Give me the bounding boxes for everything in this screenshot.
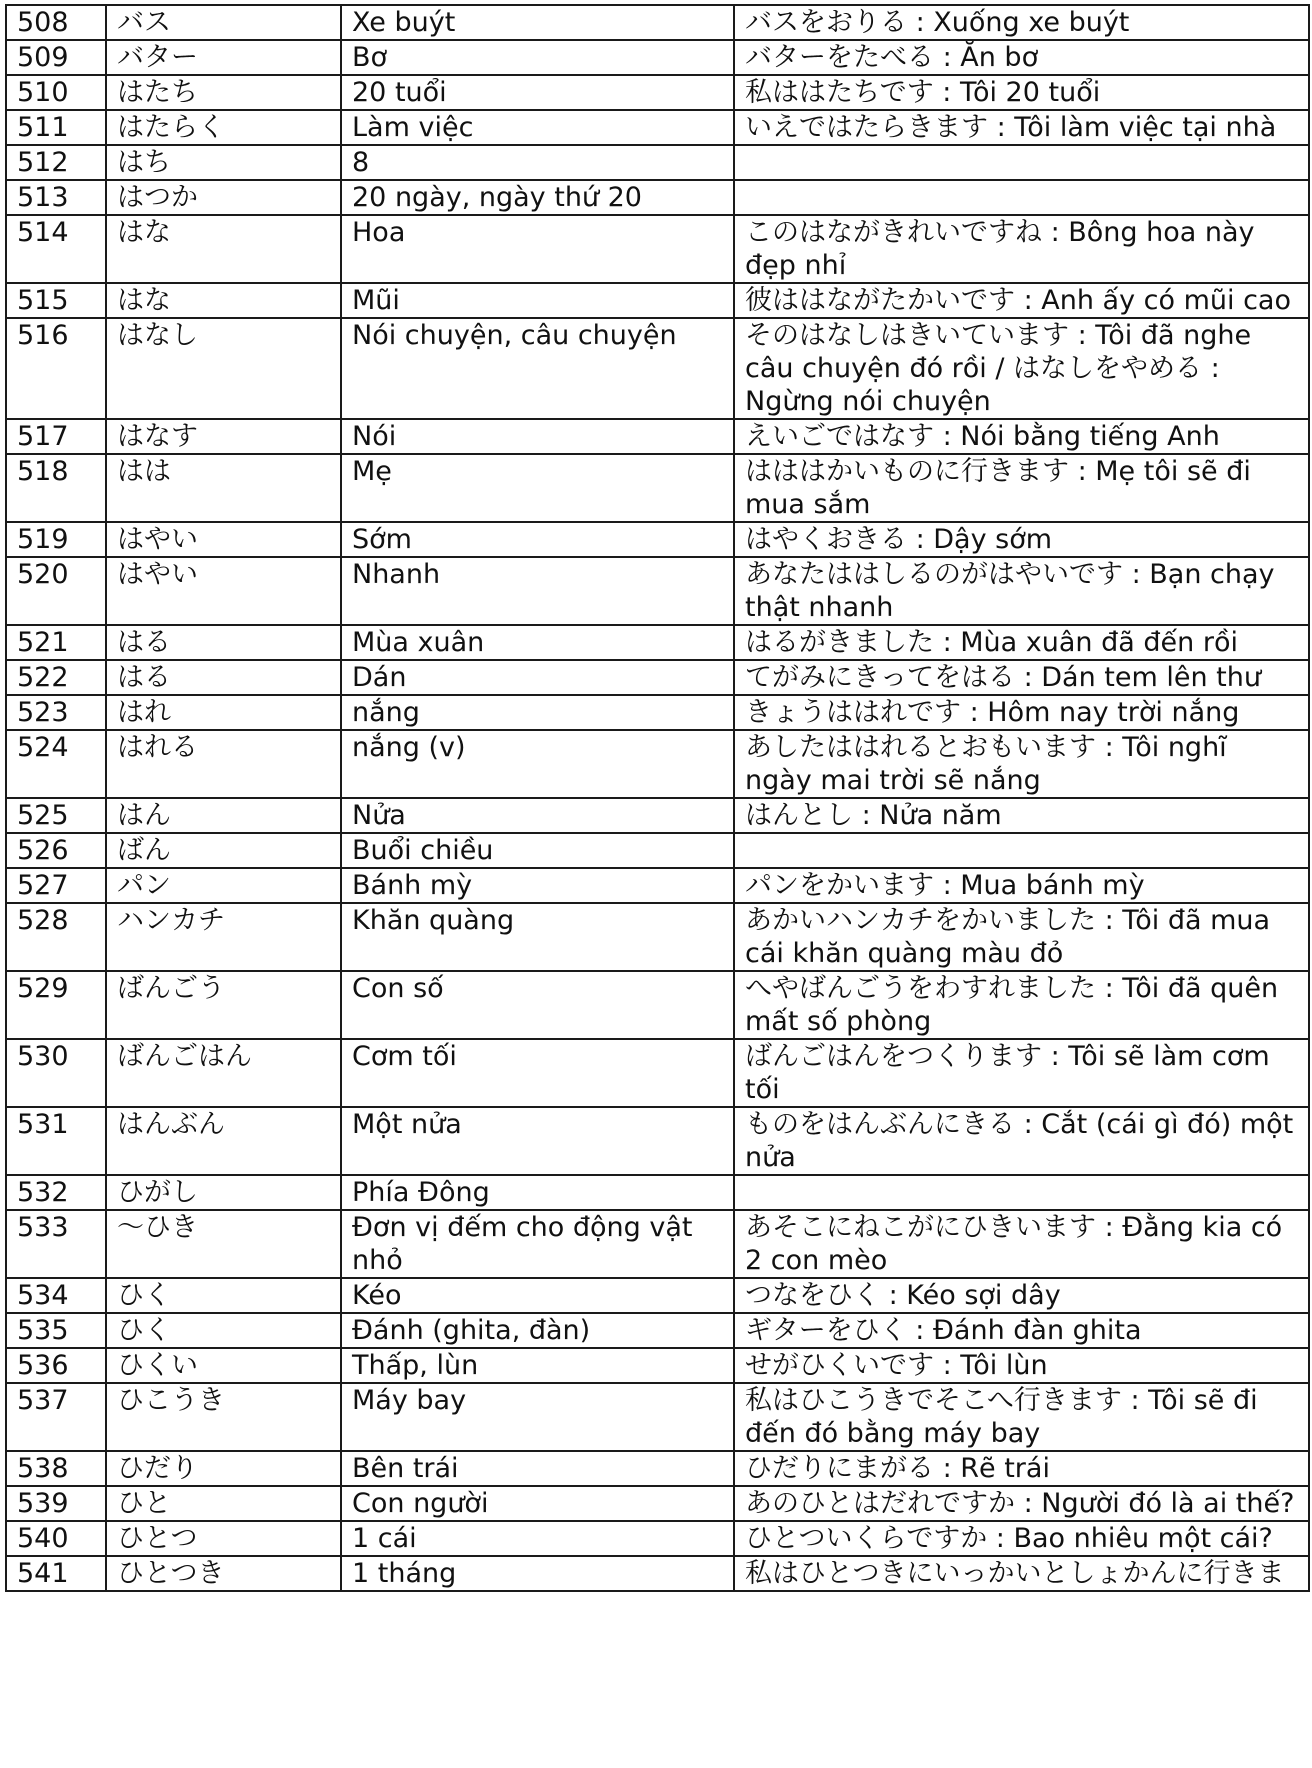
vocabulary-table [5,4,1310,1592]
table-row [6,419,1309,454]
entry-number: 520 [6,557,106,625]
entry-word: ひく [106,1278,341,1313]
table-row [6,625,1309,660]
entry-example: あなたははしるのがはやいです : Bạn chạy thật nhanh [734,557,1309,625]
entry-number: 514 [6,215,106,283]
entry-word: はやい [106,522,341,557]
entry-meaning: 1 cái [341,1521,734,1556]
entry-word: ばんごう [106,971,341,1039]
table-row [6,40,1309,75]
entry-meaning: 20 tuổi [341,75,734,110]
table-row [6,1039,1309,1107]
entry-number: 525 [6,798,106,833]
entry-example: はやくおきる : Dậy sớm [734,522,1309,557]
entry-word: はなす [106,419,341,454]
entry-example: はははかいものに行きます : Mẹ tôi sẽ đi mua sắm [734,454,1309,522]
entry-meaning: Mũi [341,283,734,318]
entry-word: ひく [106,1313,341,1348]
entry-number: 522 [6,660,106,695]
entry-number: 510 [6,75,106,110]
vocabulary-rows [6,5,1309,1591]
entry-meaning: Làm việc [341,110,734,145]
table-row [6,215,1309,283]
entry-example: パンをかいます : Mua bánh mỳ [734,868,1309,903]
table-row [6,730,1309,798]
entry-meaning: Phía Đông [341,1175,734,1210]
table-row [6,110,1309,145]
entry-example: ギターをひく : Đánh đàn ghita [734,1313,1309,1348]
entry-meaning: Nửa [341,798,734,833]
entry-word: ひくい [106,1348,341,1383]
entry-example: 私はひこうきでそこへ行きます : Tôi sẽ đi đến đó bằng máy bay [734,1383,1309,1451]
entry-number: 509 [6,40,106,75]
entry-word: ひだり [106,1451,341,1486]
table-row [6,5,1309,40]
entry-meaning: Bánh mỳ [341,868,734,903]
entry-meaning: Cơm tối [341,1039,734,1107]
entry-number: 515 [6,283,106,318]
entry-meaning: Nhanh [341,557,734,625]
entry-meaning: Nói [341,419,734,454]
entry-example: ひだりにまがる : Rẽ trái [734,1451,1309,1486]
entry-example [734,180,1309,215]
entry-example: ひとついくらですか : Bao nhiêu một cái? [734,1521,1309,1556]
table-row [6,1556,1309,1591]
entry-example: バスをおりる : Xuống xe buýt [734,5,1309,40]
entry-meaning: Đánh (ghita, đàn) [341,1313,734,1348]
table-row [6,833,1309,868]
entry-number: 540 [6,1521,106,1556]
entry-meaning: Mẹ [341,454,734,522]
entry-number: 511 [6,110,106,145]
entry-example: このはながきれいですね : Bông hoa này đẹp nhỉ [734,215,1309,283]
entry-example: へやばんごうをわすれました : Tôi đã quên mất số phòng [734,971,1309,1039]
entry-number: 539 [6,1486,106,1521]
entry-number: 534 [6,1278,106,1313]
entry-example: あのひとはだれですか : Người đó là ai thế? [734,1486,1309,1521]
entry-meaning: Nói chuyện, câu chuyện [341,318,734,419]
entry-meaning: Mùa xuân [341,625,734,660]
entry-example: バターをたべる : Ăn bơ [734,40,1309,75]
entry-word: バス [106,5,341,40]
table-row [6,1107,1309,1175]
table-row [6,868,1309,903]
entry-meaning: Kéo [341,1278,734,1313]
entry-number: 528 [6,903,106,971]
entry-meaning: Xe buýt [341,5,734,40]
table-row [6,180,1309,215]
table-row [6,283,1309,318]
entry-word: ひとつ [106,1521,341,1556]
entry-number: 521 [6,625,106,660]
entry-number: 508 [6,5,106,40]
entry-meaning: Máy bay [341,1383,734,1451]
entry-meaning: nắng (v) [341,730,734,798]
table-row [6,145,1309,180]
entry-number: 529 [6,971,106,1039]
entry-meaning: Dán [341,660,734,695]
entry-number: 527 [6,868,106,903]
entry-number: 533 [6,1210,106,1278]
entry-word: はなし [106,318,341,419]
entry-word: はんぶん [106,1107,341,1175]
entry-example [734,833,1309,868]
entry-word: ひと [106,1486,341,1521]
table-row [6,1451,1309,1486]
entry-number: 537 [6,1383,106,1451]
entry-number: 531 [6,1107,106,1175]
entry-example: えいごではなす : Nói bằng tiếng Anh [734,419,1309,454]
entry-word: はたらく [106,110,341,145]
entry-meaning: Một nửa [341,1107,734,1175]
entry-example: つなをひく : Kéo sợi dây [734,1278,1309,1313]
entry-example: そのはなしはきいています : Tôi đã nghe câu chuyện đó rồi / はなしをやめる : Ngừng nói chuyện [734,318,1309,419]
table-row [6,903,1309,971]
table-row [6,522,1309,557]
entry-meaning: Thấp, lùn [341,1348,734,1383]
entry-example [734,1175,1309,1210]
entry-example: いえではたらきます : Tôi làm việc tại nhà [734,110,1309,145]
table-row [6,318,1309,419]
entry-word: ひとつき [106,1556,341,1591]
entry-example: きょうははれです : Hôm nay trời nắng [734,695,1309,730]
table-row [6,971,1309,1039]
entry-example: あしたははれるとおもいます : Tôi nghĩ ngày mai trời sẽ nắng [734,730,1309,798]
entry-word: ばん [106,833,341,868]
entry-example: はるがきました : Mùa xuân đã đến rồi [734,625,1309,660]
table-row [6,75,1309,110]
entry-word: はる [106,660,341,695]
table-row [6,1383,1309,1451]
table-row [6,557,1309,625]
entry-meaning: Đơn vị đếm cho động vật nhỏ [341,1210,734,1278]
entry-number: 524 [6,730,106,798]
entry-example: ものをはんぶんにきる : Cắt (cái gì đó) một nửa [734,1107,1309,1175]
entry-meaning: 1 tháng [341,1556,734,1591]
entry-number: 532 [6,1175,106,1210]
entry-example: 彼ははながたかいです : Anh ấy có mũi cao [734,283,1309,318]
entry-meaning: nắng [341,695,734,730]
entry-number: 541 [6,1556,106,1591]
entry-number: 530 [6,1039,106,1107]
entry-example: はんとし : Nửa năm [734,798,1309,833]
table-row [6,1348,1309,1383]
table-row [6,695,1309,730]
entry-word: ばんごはん [106,1039,341,1107]
table-row [6,1313,1309,1348]
entry-word: はな [106,215,341,283]
entry-example: せがひくいです : Tôi lùn [734,1348,1309,1383]
entry-word: はち [106,145,341,180]
table-row [6,660,1309,695]
table-row [6,1521,1309,1556]
entry-word: ～ひき [106,1210,341,1278]
entry-word: はれ [106,695,341,730]
table-row [6,1210,1309,1278]
entry-number: 517 [6,419,106,454]
entry-word: バター [106,40,341,75]
entry-word: はん [106,798,341,833]
entry-number: 518 [6,454,106,522]
entry-number: 519 [6,522,106,557]
entry-meaning: Bơ [341,40,734,75]
entry-meaning: Buổi chiều [341,833,734,868]
entry-example: ばんごはんをつくります : Tôi sẽ làm cơm tối [734,1039,1309,1107]
entry-meaning: 20 ngày, ngày thứ 20 [341,180,734,215]
entry-example: 私ははたちです : Tôi 20 tuổi [734,75,1309,110]
entry-word: はる [106,625,341,660]
entry-word: ひがし [106,1175,341,1210]
entry-number: 535 [6,1313,106,1348]
entry-word: ハンカチ [106,903,341,971]
table-row [6,454,1309,522]
entry-example: あかいハンカチをかいました : Tôi đã mua cái khăn quàng màu đỏ [734,903,1309,971]
entry-word: はは [106,454,341,522]
entry-word: ひこうき [106,1383,341,1451]
entry-number: 513 [6,180,106,215]
entry-word: パン [106,868,341,903]
entry-example: てがみにきってをはる : Dán tem lên thư [734,660,1309,695]
entry-meaning: Khăn quàng [341,903,734,971]
entry-number: 526 [6,833,106,868]
entry-example: あそこにねこがにひきいます : Đằng kia có 2 con mèo [734,1210,1309,1278]
entry-meaning: Con số [341,971,734,1039]
entry-example: 私はひとつきにいっかいとしょかんに行きま [734,1556,1309,1591]
entry-number: 523 [6,695,106,730]
table-row [6,798,1309,833]
entry-word: はつか [106,180,341,215]
entry-number: 538 [6,1451,106,1486]
entry-word: はやい [106,557,341,625]
entry-word: はたち [106,75,341,110]
entry-meaning: 8 [341,145,734,180]
entry-example [734,145,1309,180]
entry-word: はな [106,283,341,318]
entry-meaning: Bên trái [341,1451,734,1486]
entry-meaning: Con người [341,1486,734,1521]
entry-meaning: Sớm [341,522,734,557]
table-row [6,1278,1309,1313]
entry-meaning: Hoa [341,215,734,283]
entry-number: 516 [6,318,106,419]
entry-number: 536 [6,1348,106,1383]
table-row [6,1486,1309,1521]
table-row [6,1175,1309,1210]
entry-number: 512 [6,145,106,180]
entry-word: はれる [106,730,341,798]
